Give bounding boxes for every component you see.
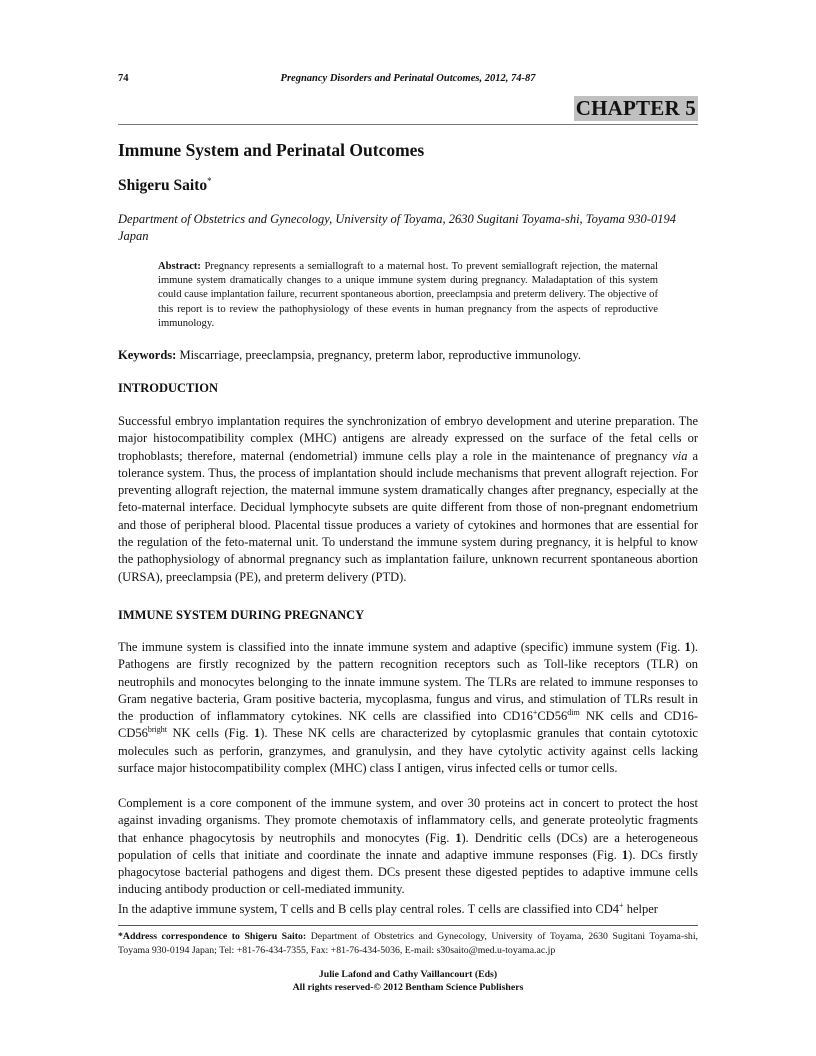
abstract-label: Abstract: <box>158 261 201 272</box>
footnote-text: Department of Obstetrics and Gynecology, University of Toyama, 2630 Sugitani Toyama-shi, Toyama 930-0194 Japan; Tel: +81-76-434-7355, Fax: +81-76-434-5036, E-mail: s30saito@med.u-toyama.ac.jp <box>118 931 698 956</box>
text-run: NK cells (Fig. <box>166 726 254 741</box>
text-run: The immune system is classified into the innate immune system and adaptive (specific) immune system (Fig. <box>118 640 685 654</box>
section-heading-introduction: INTRODUCTION <box>118 381 219 395</box>
footer-rights: All rights reserved-© 2012 Bentham Science Publishers <box>292 982 524 993</box>
affiliation: Department of Obstetrics and Gynecology, University of Toyama, 2630 Sugitani Toyama-shi, Toyama 930-0194 Japan <box>118 212 676 243</box>
text-run: In the adaptive immune system, T cells and B cells play central roles. T cells are classified into CD4 <box>118 902 620 916</box>
superscript: bright <box>147 725 167 735</box>
chapter-label: CHAPTER 5 <box>575 96 696 120</box>
text-run: ). These NK cells are characterized by cytoplasmic granules that contain cytotoxic molecules such as perforin, granzymes, and granulysin, and they have cytolytic activity against cells lacking surface major histocompatibility complex (MHC) class I antigen, virus infected cells or tumor cells. <box>118 726 698 776</box>
figure-reference: 1 <box>621 847 629 862</box>
keywords <box>118 348 698 363</box>
text-run: Complement is a core component of the immune system, and over 30 proteins act in concert to protect the host against invading organisms. They promote chemotaxis of inflammatory cells, and generate proteolytic fragments that enhance phagocytosis by neutrophils and monocytes (Fig. <box>118 796 698 845</box>
superscript: + <box>532 708 538 718</box>
abstract <box>158 260 658 331</box>
paragraph-immune-2 <box>118 795 698 899</box>
text-run: ). DCs firstly phagocytose bacterial pathogens and digest them. DCs present these digested peptides to adaptive immune cells inducing antibody production or cell-mediated immunity. <box>118 847 698 897</box>
keywords-text: Miscarriage, preeclampsia, pregnancy, preterm labor, reproductive immunology. <box>176 348 581 362</box>
footnote-label: *Address correspondence to Shigeru Saito: <box>118 931 307 942</box>
journal-citation: Pregnancy Disorders and Perinatal Outcomes, 2012, 74-87 <box>280 73 536 84</box>
page-footer <box>118 968 698 994</box>
chapter-banner <box>118 96 698 125</box>
footer-editors: Julie Lafond and Cathy Vaillancourt (Eds) <box>318 969 498 980</box>
footnote-correspondence <box>118 930 698 957</box>
article-title: Immune System and Perinatal Outcomes <box>118 140 425 160</box>
figure-reference: 1 <box>684 640 691 654</box>
text-run: CD56 <box>537 709 568 724</box>
author <box>118 176 212 195</box>
author-footnote-mark: * <box>207 176 212 186</box>
text-run: ). Pathogens are firstly recognized by the pattern recognition receptors such as Toll-like receptors (TLR) on neutrophils and monocytes belonging to the innate immune system. The TLRs are related to immune responses to Gram negative bacteria, Gram positive bacteria, mycoplasma, fungus and virus, and stimulation of TLRs result in the production of inflammatory cytokines. NK cells are classified into CD16 <box>118 640 698 724</box>
figure-reference: 1 <box>455 830 462 845</box>
paragraph-immune-1 <box>118 639 698 777</box>
footnote-divider <box>118 925 698 926</box>
text-run: helper <box>623 902 658 916</box>
superscript: dim <box>567 708 580 718</box>
text-run: a tolerance system. Thus, the process of implantation should include mechanisms that prevent allograft rejection. For preventing allograft rejection, the maternal immune system dramatically changes after pregnancy, especially at the feto-maternal interface. Decidual lymphocyte subsets are quite different from those of non-pregnant endometrium and those of peripheral blood. Placental tissue produces a variety of cytokines and hormones that are essential for the regulation of the feto-maternal unit. To understand the immune system during pregnancy, it is helpful to know the pathophysiology of abnormal pregnancy such as implantation failure, unknown recurrent spontaneous abortion (URSA), preeclampsia (PE), and preterm delivery (PTD). <box>118 448 698 584</box>
superscript: + <box>619 900 624 910</box>
keywords-label: Keywords: <box>118 348 177 362</box>
author-name: Shigeru Saito <box>118 177 208 195</box>
page-number: 74 <box>118 73 129 84</box>
section-heading-immune-system: IMMUNE SYSTEM DURING PREGNANCY <box>118 608 365 622</box>
figure-reference: 1 <box>253 726 261 741</box>
paragraph-immune-3 <box>118 901 698 918</box>
abstract-text: Pregnancy represents a semiallograft to a maternal host. To prevent semiallograft rejection, the maternal immune system dramatically changes to a unique immune system during pregnancy. Maladaptation of this system could cause implantation failure, recurrent spontaneous abortion, preeclampsia and preterm delivery. The objective of this report is to review the pathophysiology of these events in human pregnancy from the aspects of reproductive immunology. <box>158 261 658 329</box>
text-run: ). Dendritic cells (DCs) are a heterogeneous population of cells that initiate and coordinate the innate and adaptive immune responses (Fig. <box>118 830 699 862</box>
paragraph-introduction <box>118 413 698 586</box>
text-run: Successful embryo implantation requires the synchronization of embryo development and uterine preparation. The major histocompatibility complex (MHC) antigens are already expressed on the surface of the fetal cells or trophoblasts; therefore, maternal (endometrial) immune cells play a role in the maintenance of pregnancy <box>118 414 698 463</box>
text-run: NK cells and CD16-CD56 <box>118 709 698 741</box>
text-run-italic: via <box>672 448 688 463</box>
